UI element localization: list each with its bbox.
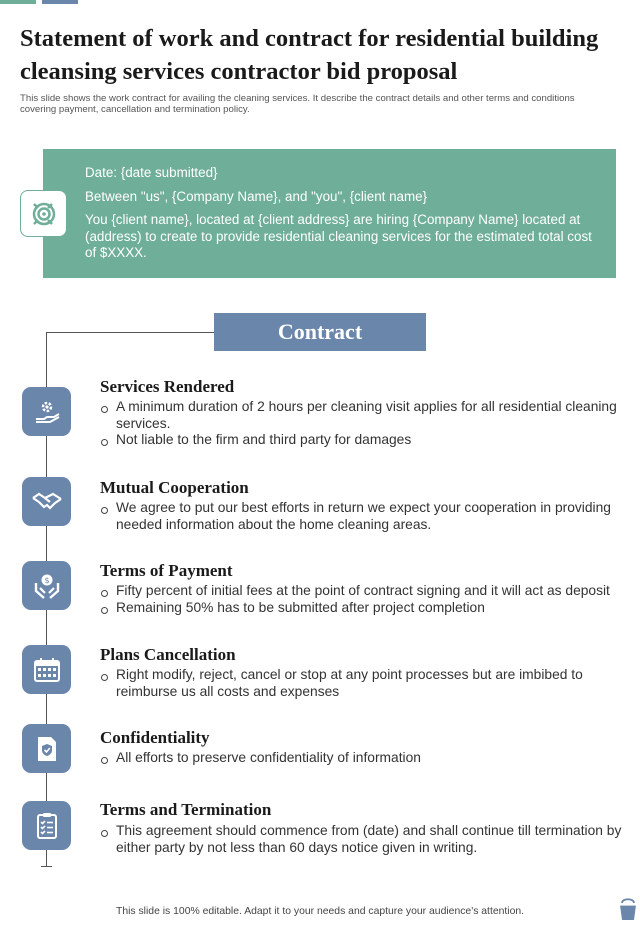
section-list <box>100 750 635 767</box>
section-list <box>100 583 635 616</box>
bucket-icon <box>617 897 639 921</box>
section-title: Plans Cancellation <box>100 645 236 664</box>
intro-box <box>43 149 616 278</box>
checklist-icon <box>22 801 71 850</box>
list-item: Not liable to the firm and third party for damages <box>100 432 635 449</box>
calendar-icon <box>22 645 71 694</box>
section-list <box>100 667 635 700</box>
section-title: Mutual Cooperation <box>100 478 249 497</box>
section-list <box>100 500 635 533</box>
list-item: Right modify, reject, cancel or stop at any point processes but are imbibed to reimburse us all costs and expenses <box>100 667 635 700</box>
footer-note: This slide is 100% editable. Adapt it to your needs and capture your audience's attention. <box>115 906 525 917</box>
section-title: Confidentiality <box>100 728 210 747</box>
section-title: Terms of Payment <box>100 561 233 580</box>
handshake-icon <box>22 477 71 526</box>
hand-gear-icon <box>22 387 71 436</box>
section-title: Terms and Termination <box>100 800 272 819</box>
page-subtitle: This slide shows the work contract for availing the cleaning services. It describe the contract details and other terms and conditions covering payment, cancellation and termination policy. <box>20 93 575 115</box>
intro-between: Between "us", {Company Name}, and "you", {client name} <box>85 188 428 204</box>
top-accent-blue <box>42 0 78 4</box>
list-item: All efforts to preserve confidentiality of information <box>100 750 635 767</box>
list-item: Fifty percent of initial fees at the point of contract signing and it will act as deposit <box>100 583 635 600</box>
list-item: We agree to put our best efforts in return we expect your cooperation in providing needed information about the home cleaning areas. <box>100 500 635 533</box>
intro-date: Date: {date submitted} <box>85 165 218 180</box>
section-title: Services Rendered <box>100 377 235 396</box>
timeline-end <box>41 866 52 867</box>
page-title: Statement of work and contract for residential building cleansing services contractor bid proposal <box>20 25 599 85</box>
timeline-connector <box>46 332 214 333</box>
list-item: Remaining 50% has to be submitted after project completion <box>100 600 635 617</box>
secure-document-icon <box>22 724 71 773</box>
section-list <box>100 823 635 856</box>
target-icon <box>20 190 67 237</box>
hands-coin-icon <box>22 561 71 610</box>
list-item: This agreement should commence from (date) and shall continue till termination by either party by not less than 60 days notice given in writing. <box>100 823 635 856</box>
svg-text:$: $ <box>43 575 50 585</box>
section-list <box>100 399 635 449</box>
contract-heading: Contract <box>214 313 426 351</box>
intro-body: You {client name}, located at {client address} are hiring {Company Name} located at (address) to create to provide residential cleaning services for the estimated total cost of $XXXX. <box>85 212 592 260</box>
list-item: A minimum duration of 2 hours per cleaning visit applies for all residential cleaning services. <box>100 399 635 432</box>
top-accent-green <box>0 0 36 4</box>
